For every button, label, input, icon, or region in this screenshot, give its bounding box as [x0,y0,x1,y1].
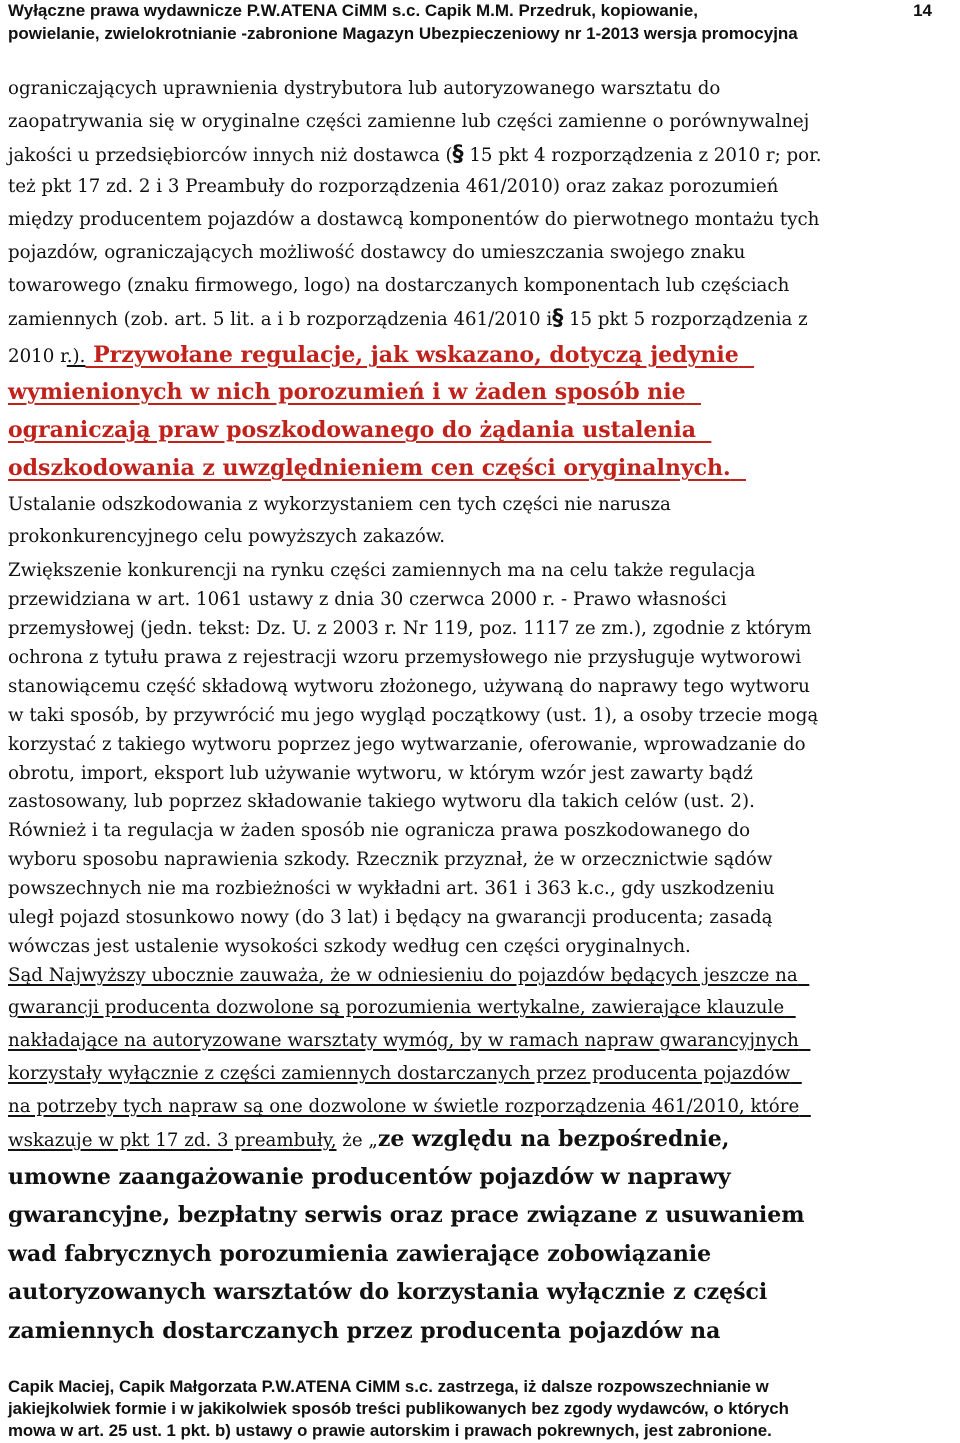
body-line: korzystać z takiego wytworu poprzez jego wytwarzanie, oferowanie, wprowadzanie do [8,734,806,755]
bold-quote-line: umowne zaangażowanie producentów pojazdów w naprawy [8,1164,731,1190]
body-line: powszechnych nie ma rozbieżności w wykładni art. 361 i 363 k.c., gdy uszkodzeniu [8,878,775,899]
footer-line-3: mowa w art. 25 ust. 1 pkt. b) ustawy o prawie autorskim i prawach pokrewnych, jest zabronione. [8,1421,772,1440]
footer-line-2: jakiejkolwiek formie i w jakikolwiek sposób treści publikowanych bez zgody wydawców, o których [8,1399,789,1418]
underlined-line: na potrzeby tych napraw są one dozwolone w świetle rozporządzenia 461/2010, które [8,1096,800,1117]
page-number: 14 [913,1,932,20]
body-line: wówczas jest ustalenie wysokości szkody według cen części oryginalnych. [8,936,691,957]
highlight-text: Przywołane regulacje, jak wskazano, dotyczą jedynie [85,342,739,368]
header-line-2: powielanie, zwielokrotnianie -zabronione Magazyn Ubezpieczeniowy nr 1-2013 wersja promocyjna [8,24,798,43]
body-line: obrotu, import, eksport lub używanie wytworu, w którym wzór jest zawarty bądź [8,763,753,784]
bold-quote-line: gwarancyjne, bezpłatny serwis oraz prace związane z usuwaniem [8,1202,805,1228]
body-line: w taki sposób, by przywrócić mu jego wygląd początkowy (ust. 1), a osoby trzecie mogą [8,705,819,726]
body-line: zamiennych (zob. art. 5 lit. a i b rozporządzenia 461/2010 i§ 15 pkt 5 rozporządzenia z [8,306,808,331]
underlined-line: nakładające na autoryzowane warsztaty wymóg, by w ramach napraw gwarancyjnych [8,1030,799,1051]
body-line: przewidziana w art. 1061 ustawy z dnia 30 czerwca 2000 r. - Prawo własności [8,589,727,610]
section-symbol: § [552,306,564,331]
body-line: też pkt 17 zd. 2 i 3 Preambuły do rozporządzenia 461/2010) oraz zakaz porozumień [8,176,779,197]
highlight-line: odszkodowania z uwzględnieniem cen części oryginalnych. [8,455,731,481]
body-line: wyboru sposobu naprawienia szkody. Rzecznik przyznał, że w orzecznictwie sądów [8,849,773,870]
body-line: Zwiększenie konkurencji na rynku części zamiennych ma na celu także regulacja [8,560,756,581]
body-line: Ustalanie odszkodowania z wykorzystaniem cen tych części nie narusza [8,494,671,515]
body-line: Również i ta regulacja w żaden sposób nie ogranicza prawa poszkodowanego do [8,820,751,841]
body-line: prokonkurencyjnego celu powyższych zakazów. [8,526,445,547]
highlight-line: wymienionych w nich porozumień i w żaden sposób nie [8,379,686,405]
body-line: uległ pojazd stosunkowo nowy (do 3 lat) i będący na gwarancji producenta; zasadą [8,907,773,928]
bold-quote-line: wad fabrycznych porozumienia zawierające zobowiązanie [8,1241,712,1267]
body-line: jakości u przedsiębiorców innych niż dostawca (§ 15 pkt 4 rozporządzenia z 2010 r; por. [8,142,822,167]
body-line: towarowego (znaku firmowego, logo) na dostarczanych komponentach lub częściach [8,275,790,296]
bold-quote-line: autoryzowanych warsztatów do korzystania wyłącznie z części [8,1279,768,1305]
body-line: stanowiącemu część składową wytworu złożonego, używaną do naprawy tego wytworu [8,676,810,697]
body-line: ograniczających uprawnienia dystrybutora lub autoryzowanego warsztatu do [8,78,721,99]
footer-line-1: Capik Maciej, Capik Małgorzata P.W.ATENA CiMM s.c. zastrzega, iż dalsze rozpowszechnianie w [8,1377,769,1396]
body-line: ochrona z tytułu prawa z rejestracji wzoru przemysłowego nie przysługuje wytworowi [8,647,802,668]
underlined-line: korzystały wyłącznie z części zamiennych dostarczanych przez producenta pojazdów [8,1063,791,1084]
bold-quote-line: zamiennych dostarczanych przez producenta pojazdów na [8,1318,721,1344]
body-line: zastosowany, lub poprzez składowanie takiego wytworu dla takich celów (ust. 2). [8,791,755,812]
body-line: wskazuje w pkt 17 zd. 3 preambuły, że „ze względu na bezpośrednie, [8,1126,730,1152]
underlined-line: gwarancji producenta dozwolone są porozumienia wertykalne, zawierające klauzule [8,997,785,1018]
underlined-line: Sąd Najwyższy ubocznie zauważa, że w odniesieniu do pojazdów będących jeszcze na [8,965,798,986]
body-line: 2010 r.). Przywołane regulacje, jak wskazano, dotyczą jedynie [8,344,754,368]
highlight-line: ograniczają praw poszkodowanego do żądania ustalenia [8,417,697,443]
body-line: między producentem pojazdów a dostawcą komponentów do pierwotnego montażu tych [8,209,820,230]
body-line: przemysłowej (jedn. tekst: Dz. U. z 2003 r. Nr 119, poz. 1117 ze zm.), zgodnie z którym [8,618,812,639]
header-line-1: Wyłączne prawa wydawnicze P.W.ATENA CiMM s.c. Capik M.M. Przedruk, kopiowanie, [8,1,698,20]
section-symbol: § [452,142,464,167]
body-line: zaopatrywania się w oryginalne części zamienne lub części zamienne o porównywalnej [8,111,810,132]
body-line: pojazdów, ograniczających możliwość dostawcy do umieszczania swojego znaku [8,242,746,263]
